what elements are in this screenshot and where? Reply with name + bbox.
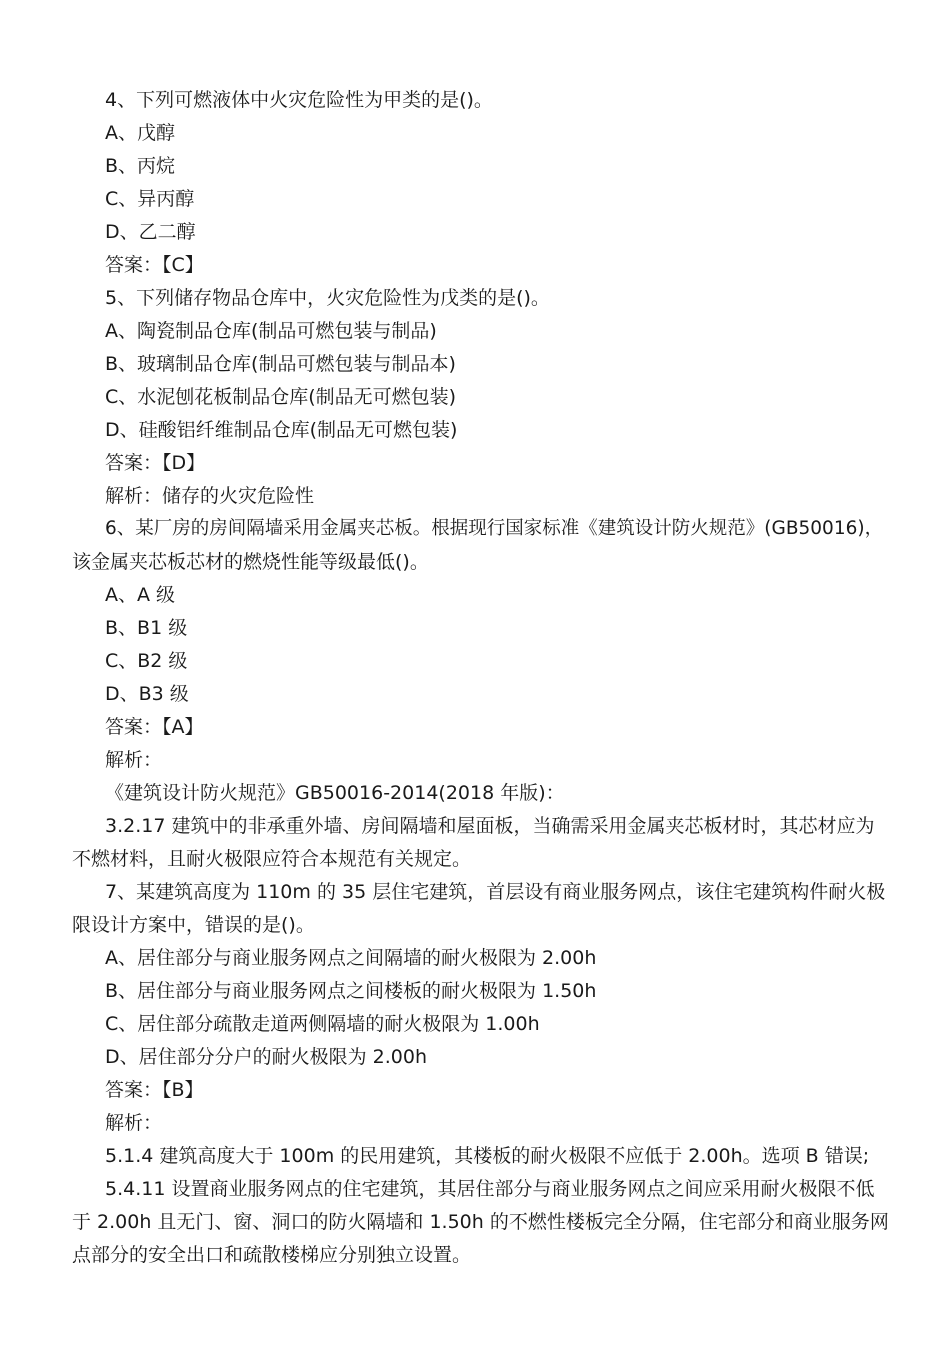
q6-stem-line-2: 该金属夹芯板芯材的燃烧性能等级最低()。 [72,551,429,573]
q4-answer: 答案：【C】 [105,254,204,276]
q6-analysis-line-1: 3.2.17 建筑中的非承重外墙、房间隔墙和屋面板，当确需采用金属夹芯板材时，其芯材应为 [105,815,875,837]
q4-option-d: D、乙二醇 [105,221,196,243]
q6-analysis-line-2: 不燃材料，且耐火极限应符合本规范有关规定。 [72,848,472,870]
q6-option-b: B、B1 级 [105,617,188,639]
q7-option-d: D、居住部分分户的耐火极限为 2.00h [105,1046,428,1068]
q5-option-d: D、硅酸铝纤维制品仓库(制品无可燃包装) [105,419,458,441]
q4-stem: 4、下列可燃液体中火灾危险性为甲类的是()。 [105,89,493,111]
q7-option-b: B、居住部分与商业服务网点之间楼板的耐火极限为 1.50h [105,980,597,1002]
q7-analysis-line-2: 5.4.11 设置商业服务网点的住宅建筑，其居住部分与商业服务网点之间应采用耐火极限不低 [105,1178,875,1200]
q6-analysis-source: 《建筑设计防火规范》GB50016-2014(2018 年版)： [105,782,565,804]
q6-option-c: C、B2 级 [105,650,188,672]
q5-option-c: C、水泥刨花板制品仓库(制品无可燃包装) [105,386,457,408]
q5-stem: 5、下列储存物品仓库中，火灾危险性为戊类的是()。 [105,287,550,309]
q6-option-a: A、A 级 [105,584,176,606]
q7-stem-line-2: 限设计方案中，错误的是()。 [72,914,315,936]
q7-analysis-line-4: 点部分的安全出口和疏散楼梯应分别独立设置。 [72,1244,472,1266]
q5-option-b: B、玻璃制品仓库(制品可燃包装与制品本) [105,353,456,375]
q7-analysis-line-1: 5.1.4 建筑高度大于 100m 的民用建筑，其楼板的耐火极限不应低于 2.00h。选项 B 错误; [105,1145,870,1167]
q4-option-c: C、异丙醇 [105,188,195,210]
q4-option-a: A、戊醇 [105,122,175,144]
q7-analysis-label: 解析： [105,1112,163,1134]
q6-option-d: D、B3 级 [105,683,189,705]
q6-answer: 答案：【A】 [105,716,204,738]
q7-option-c: C、居住部分疏散走道两侧隔墙的耐火极限为 1.00h [105,1013,540,1035]
q5-analysis: 解析：储存的火灾危险性 [105,485,315,507]
q7-stem-line-1: 7、某建筑高度为 110m 的 35 层住宅建筑，首层设有商业服务网点，该住宅建筑构件耐火极 [105,881,886,903]
q6-analysis-label: 解析： [105,749,163,771]
q6-stem-line-1: 6、某厂房的房间隔墙采用金属夹芯板。根据现行国家标准《建筑设计防火规范》(GB50016)， [105,518,884,539]
q5-answer: 答案：【D】 [105,452,206,474]
q7-analysis-line-3: 于 2.00h 且无门、窗、洞口的防火隔墙和 1.50h 的不燃性楼板完全分隔，住宅部分和商业服务网 [72,1211,889,1233]
q7-option-a: A、居住部分与商业服务网点之间隔墙的耐火极限为 2.00h [105,947,597,969]
q7-answer: 答案：【B】 [105,1079,204,1101]
q5-option-a: A、陶瓷制品仓库(制品可燃包装与制品) [105,320,437,342]
q4-option-b: B、丙烷 [105,155,176,177]
